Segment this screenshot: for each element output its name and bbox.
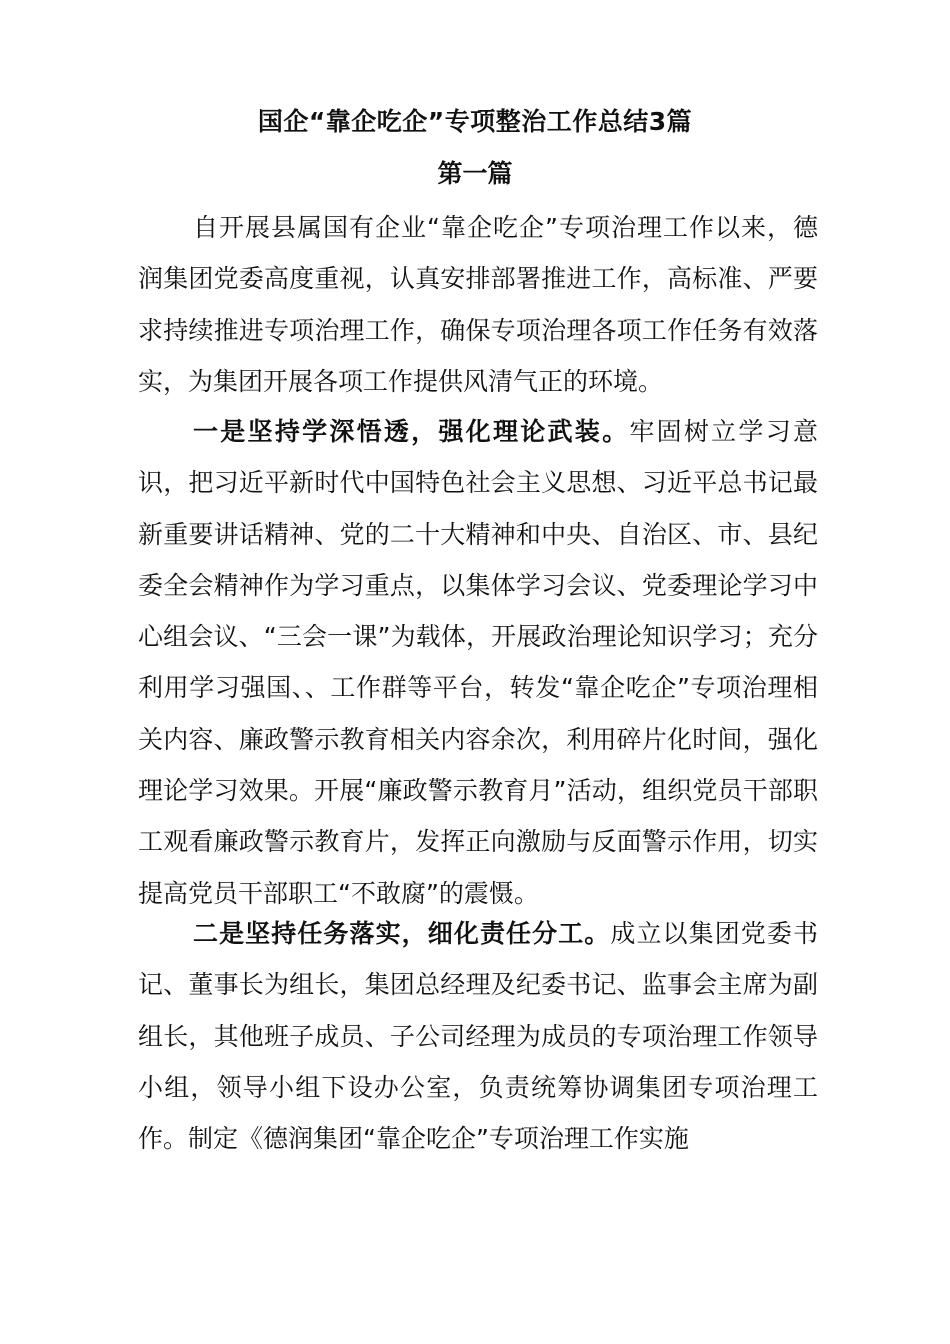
paragraph-text: 成立以集团党委书记、董事长为组长，集团总经理及纪委书记、监事会主席为副组长，其他班子成员、子公司经理为成员的专项治理工作领导小组，领导小组下设办公室，负责统筹协调集团专项治理工作。制定《德润集团“靠企吃企”专项治理工作实施 xyxy=(138,919,818,1154)
paragraph-text: 自开展县属国有企业“靠企吃企”专项治理工作以来，德润集团党委高度重视，认真安排部署推进工作，高标准、严要求持续推进专项治理工作，确保专项治理各项工作任务有效落实，为集团开展各项工作提供风清气正的环境。 xyxy=(138,213,818,396)
paragraph-lead: 一是坚持学深悟透，强化理论武装。 xyxy=(193,417,630,446)
document-title: 国企“靠企吃企”专项整治工作总结3篇 xyxy=(257,107,693,136)
section-title: 第一篇 xyxy=(437,159,513,188)
paragraph-intro xyxy=(138,202,818,407)
paragraph-study xyxy=(138,406,818,919)
paragraph-lead: 二是坚持任务落实，细化责任分工。 xyxy=(193,919,611,948)
paragraph-tasks xyxy=(138,908,818,1164)
paragraph-text: 牢固树立学习意识，把习近平新时代中国特色社会主义思想、习近平总书记最新重要讲话精神、党的二十大精神和中央、自治区、市、县纪委全会精神作为学习重点，以集体学习会议、党委理论学习中心组会议、“三会一课”为载体，开展政治理论知识学习；充分利用学习强国、、工作群等平台，转发“靠企吃企”专项治理相关内容、廉政警示教育相关内容余次，利用碎片化时间，强化理论学习效果。开展“廉政警示教育月”活动，组织党员干部职工观看廉政警示教育片，发挥正向激励与反面警示作用，切实提高党员干部职工“不敢腐”的震慑。 xyxy=(138,417,818,908)
